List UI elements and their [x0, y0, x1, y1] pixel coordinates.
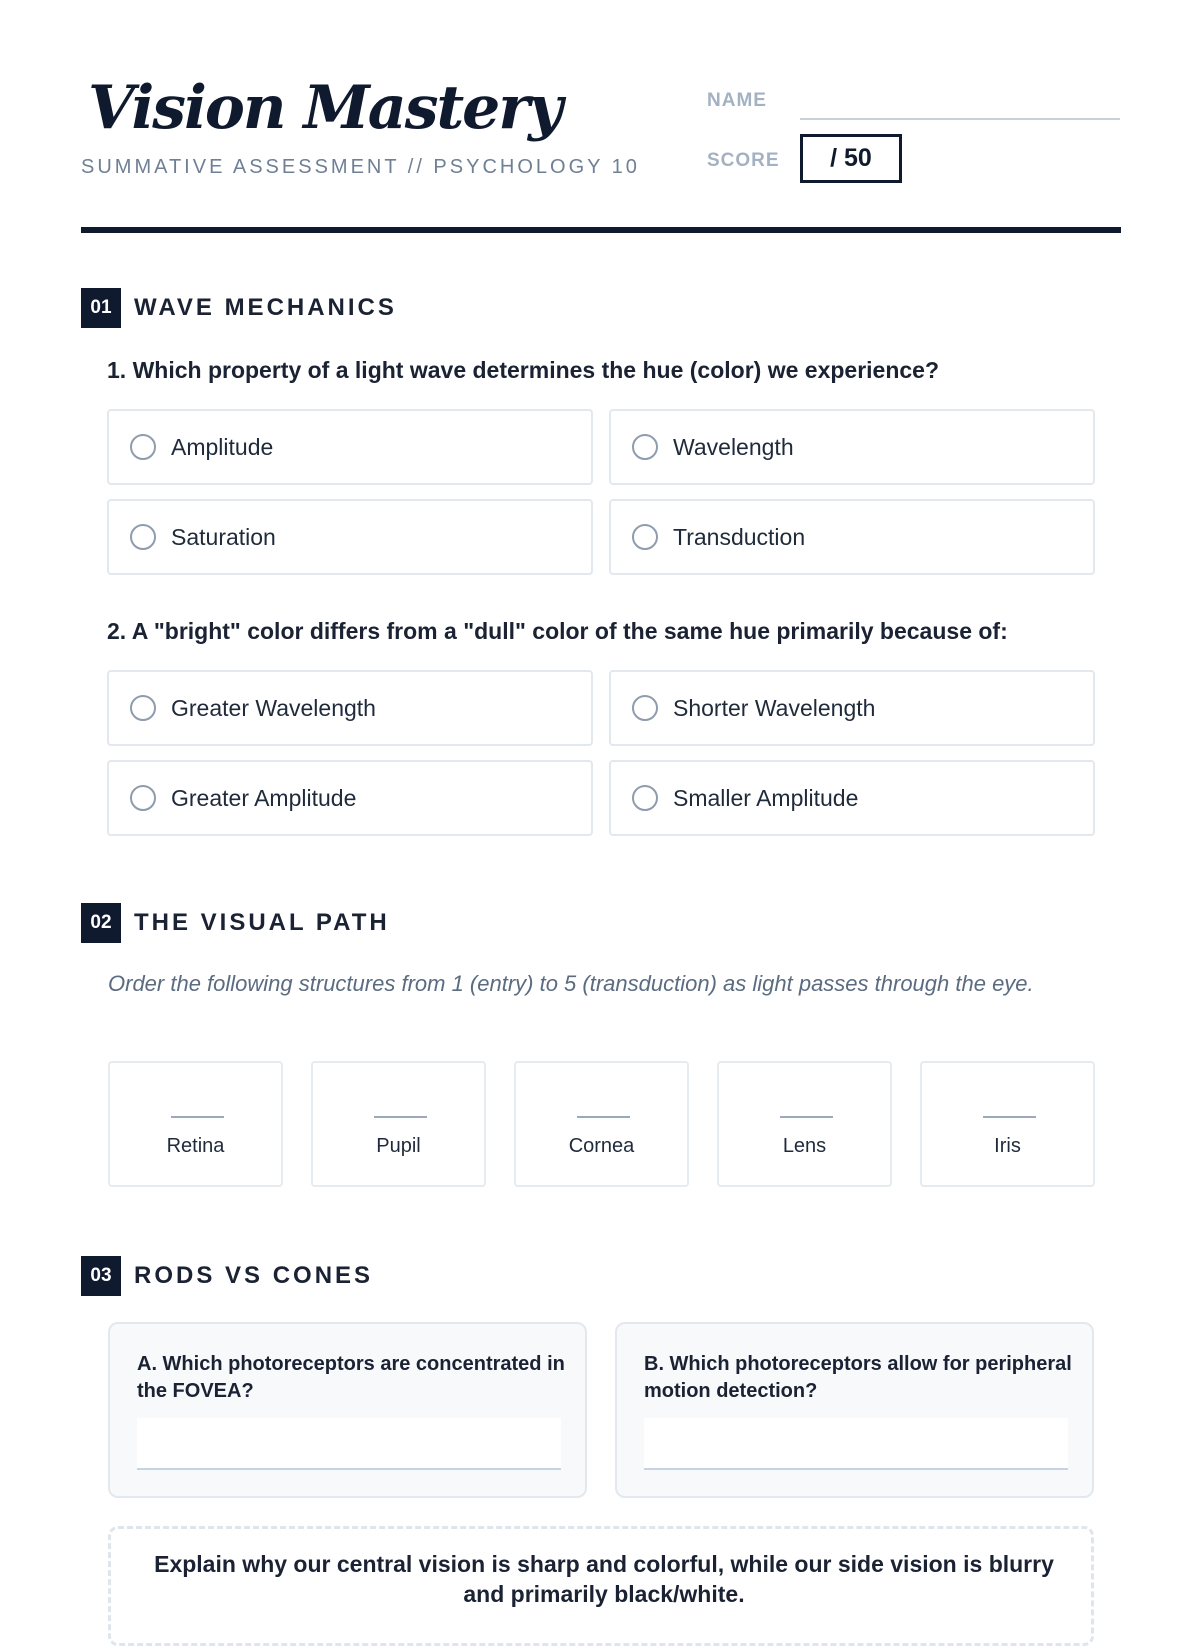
page-title: Vision Mastery: [88, 73, 561, 143]
order-card-cornea: [514, 1061, 689, 1187]
question-b: B. Which photoreceptors allow for peripheral motion detection?: [644, 1353, 1072, 1402]
radio-icon[interactable]: [130, 785, 156, 811]
page-subtitle: SUMMATIVE ASSESSMENT // PSYCHOLOGY 10: [81, 156, 640, 178]
name-field[interactable]: [800, 118, 1120, 120]
radio-icon[interactable]: [632, 434, 658, 460]
section-1-title: WAVE MECHANICS: [134, 294, 397, 321]
section-2-title: THE VISUAL PATH: [134, 909, 390, 936]
order-card-lens: [717, 1061, 892, 1187]
order-card-retina: [108, 1061, 283, 1187]
option-label: Greater Wavelength: [171, 694, 376, 721]
q1-option-saturation[interactable]: [107, 499, 593, 575]
q2-option-smaller-amplitude[interactable]: [609, 760, 1095, 836]
radio-icon[interactable]: [632, 524, 658, 550]
option-label: Greater Amplitude: [171, 784, 357, 811]
order-label: Lens: [782, 1135, 827, 1157]
order-card-iris: [920, 1061, 1095, 1187]
order-label: Iris: [994, 1135, 1021, 1157]
score-value: / 50: [830, 144, 872, 172]
rods-cones-card-b: [615, 1322, 1094, 1498]
section-1-number: 01: [81, 288, 121, 328]
question-2: 2. A "bright" color differs from a "dull" color of the same hue primarily because of:: [107, 618, 1008, 644]
section-3-title: RODS VS CONES: [134, 1262, 374, 1289]
score-label: SCORE: [707, 150, 780, 171]
answer-a-input[interactable]: [137, 1418, 561, 1470]
option-label: Saturation: [171, 523, 276, 550]
explain-prompt: Explain why our central vision is sharp and colorful, while our side vision is blurry and primarily black/white.: [154, 1551, 1054, 1607]
order-card-pupil: [311, 1061, 486, 1187]
radio-icon[interactable]: [130, 695, 156, 721]
radio-icon[interactable]: [130, 434, 156, 460]
score-box[interactable]: [800, 134, 902, 183]
answer-b-input[interactable]: [644, 1418, 1068, 1470]
explain-box[interactable]: [108, 1526, 1094, 1646]
name-label: NAME: [707, 90, 767, 111]
option-label: Smaller Amplitude: [673, 784, 859, 811]
question-a: A. Which photoreceptors are concentrated in the FOVEA?: [137, 1353, 565, 1402]
section-2-instruction: Order the following structures from 1 (entry) to 5 (transduction) as light passes through the eye.: [108, 971, 1034, 996]
radio-icon[interactable]: [632, 695, 658, 721]
option-label: Transduction: [673, 523, 806, 550]
option-label: Amplitude: [171, 433, 274, 460]
q2-option-greater-amplitude[interactable]: [107, 760, 593, 836]
order-label: Cornea: [568, 1135, 635, 1157]
order-blank[interactable]: [171, 1116, 224, 1118]
section-2-number: 02: [81, 903, 121, 943]
radio-icon[interactable]: [130, 524, 156, 550]
q2-option-shorter-wavelength[interactable]: [609, 670, 1095, 746]
rods-cones-card-a: [108, 1322, 587, 1498]
order-blank[interactable]: [780, 1116, 833, 1118]
order-label: Pupil: [376, 1135, 421, 1157]
order-label: Retina: [166, 1135, 225, 1157]
q1-option-transduction[interactable]: [609, 499, 1095, 575]
q1-option-amplitude[interactable]: [107, 409, 593, 485]
question-1: 1. Which property of a light wave determines the hue (color) we experience?: [107, 357, 940, 383]
option-label: Wavelength: [673, 433, 794, 460]
section-3-number: 03: [81, 1256, 121, 1296]
order-blank[interactable]: [374, 1116, 427, 1118]
order-blank[interactable]: [983, 1116, 1036, 1118]
q1-option-wavelength[interactable]: [609, 409, 1095, 485]
radio-icon[interactable]: [632, 785, 658, 811]
q2-option-greater-wavelength[interactable]: [107, 670, 593, 746]
header-divider: [81, 227, 1121, 233]
order-blank[interactable]: [577, 1116, 630, 1118]
option-label: Shorter Wavelength: [673, 694, 876, 721]
